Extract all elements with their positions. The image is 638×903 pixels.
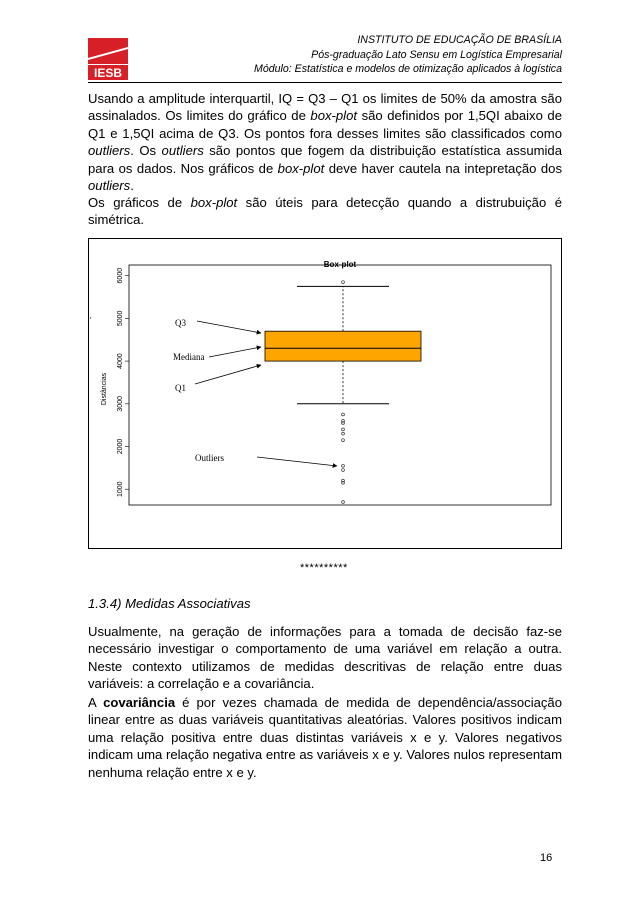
page-number: 16	[540, 852, 553, 864]
outlier-point	[342, 428, 345, 431]
separator-stars: **********	[300, 562, 348, 574]
y-tick-label: 2000	[117, 438, 124, 455]
annotation-outliers-arrow	[257, 457, 337, 466]
outlier-point	[342, 432, 345, 435]
paragraph-associative: Usualmente, na geração de informações para a tomada de decisão faz-se necessário investigar o comportamento de uma variável em relação a outra. Neste contexto utilizamos de medidas descritivas de relação entre duas variáveis: a correlação e a covariância.	[88, 624, 562, 692]
y-tick-label: 6000	[117, 267, 124, 284]
header-module: Módulo: Estatística e modelos de otimização aplicados à logística	[254, 63, 562, 75]
header-institution: INSTITUTO DE EDUCAÇÃO DE BRASÍLIA	[357, 34, 562, 46]
stray-mark: '	[90, 316, 92, 325]
page-header	[240, 33, 562, 77]
boxplot-chart	[89, 239, 563, 550]
y-tick-label: 1000	[117, 481, 124, 497]
chart-title: Box-plot	[323, 260, 357, 269]
annotation-outliers: Outliers	[195, 453, 224, 463]
outlier-point	[342, 281, 345, 284]
annotation-median-arrow	[209, 347, 261, 357]
section-title: 1.3.4) Medidas Associativas	[88, 596, 251, 611]
annotation-median: Mediana	[173, 352, 205, 362]
y-tick-label: 4000	[117, 353, 124, 369]
y-axis-label: Distâncias	[101, 372, 108, 406]
y-tick-label: 3000	[117, 396, 124, 412]
plot-area	[129, 265, 551, 505]
header-course: Pós-graduação Lato Sensu em Logística Empresarial	[311, 48, 562, 61]
annotation-q3-arrow	[197, 321, 261, 333]
outlier-point	[342, 413, 345, 416]
outlier-point	[342, 464, 345, 467]
paragraph-covariance: A covariância é por vezes chamada de medida de dependência/associação linear entre as duas variáveis quantitativas aleatórias. Valores positivos indicam uma relação positiva entre duas distintas variáveis x e y. Valores negativos indicam uma relação negativa entre as variáveis x e y. Valores nulos representam nenhuma relação entre x e y.	[88, 695, 562, 780]
iqr-box	[265, 331, 421, 361]
annotation-q1: Q1	[175, 383, 186, 393]
header-rule	[88, 82, 562, 83]
iesb-logo	[88, 38, 128, 80]
outlier-point	[342, 501, 345, 504]
outlier-point	[342, 469, 345, 472]
logo-text: IESB	[93, 66, 123, 80]
paragraph-iq: Usando a amplitude interquartil, IQ = Q3 – Q1 os limites de 50% da amostra são assinalados. Os limites do gráfico de box-plot são definidos por 1,5QI abaixo de Q1 e 1,5QI acima de Q3. Os pontos fora desses limites são classificados como outliers. Os outliers são pontos que fogem da distribuição estatística assumida para os dados. Nos gráficos de box-plot deve haver cautela na intepretação dos outliers.	[88, 91, 562, 194]
annotation-q3: Q3	[175, 318, 186, 328]
paragraph-boxplot-use: Os gráficos de box-plot são úteis para detecção quando a distrubuição é simétrica.	[88, 195, 562, 228]
boxplot-figure	[88, 238, 562, 549]
y-tick-label: 5000	[117, 310, 124, 327]
annotation-q1-arrow	[195, 365, 261, 384]
outlier-point	[342, 439, 345, 442]
